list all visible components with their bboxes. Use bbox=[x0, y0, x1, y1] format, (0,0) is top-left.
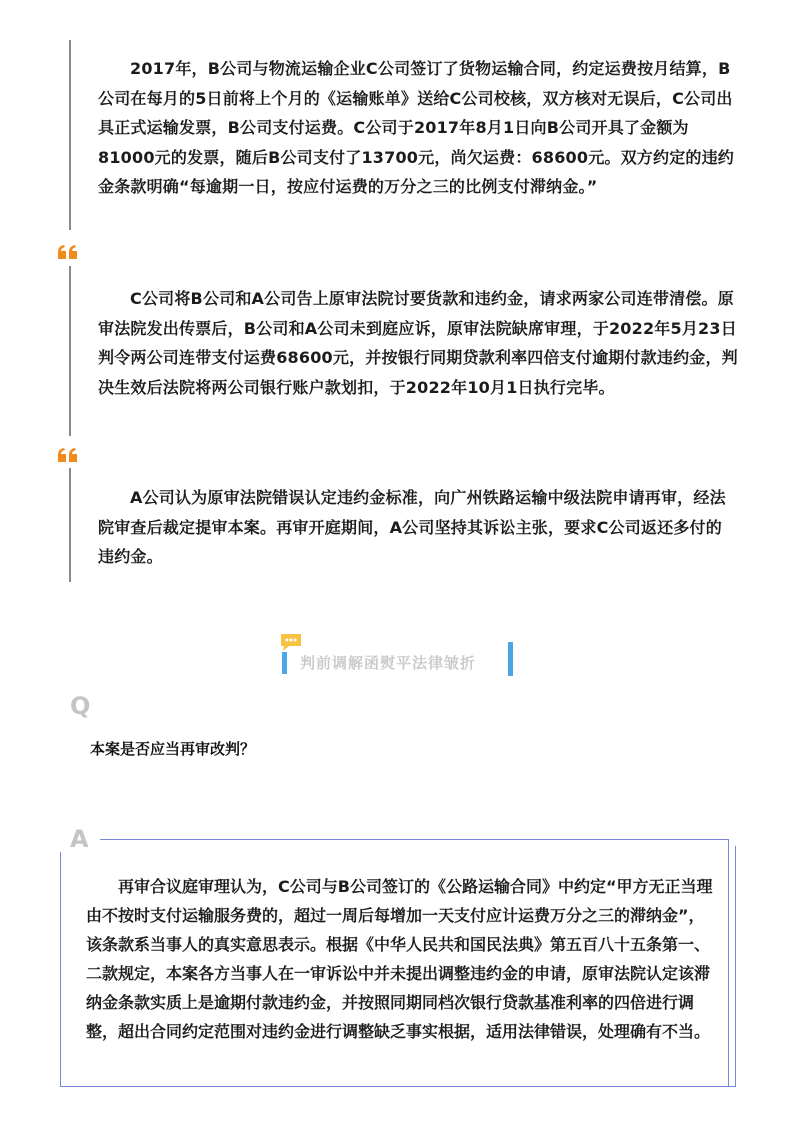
answer-box-right bbox=[728, 839, 729, 1087]
answer-box-right-shadow bbox=[735, 846, 736, 1087]
answer-box-left bbox=[60, 852, 61, 1087]
answer-text: 再审合议庭审理认为，C公司与B公司签订的《公路运输合同》中约定“甲方无正当理由不按时支付运输服务费的，超过一周后每增加一天支付应计运费万分之三的滞纳金”，该条款系当事人的真实意思表示。根据《中华人民共和国民法典》第五百八十五条第一、二款规定，本案各方当事人在一审诉讼中并未提出调整违约金的申请，原审法院认定该滞纳金条款实质上是逾期付款违约金，并按照同期同档次银行贷款基准利率的四倍进行调整，超出合同约定范围对违约金进行调整缺乏事实根据，适用法律错误，处理确有不当。 bbox=[86, 877, 713, 1041]
divider-line-1 bbox=[69, 40, 71, 230]
answer-box-top bbox=[100, 839, 728, 840]
question-text: 本案是否应当再审改判？ bbox=[90, 740, 256, 758]
case-paragraph-2: C公司将B公司和A公司告上原审法院讨要货款和违约金，请求两家公司连带清偿。原审法院发出传票后，B公司和A公司未到庭应诉，原审法院缺席审理，于2022年5月23日判令两公司连带支付运费68600元，并按银行同期贷款利率四倍支付逾期付款违约金，判决生效后法院将两公司银行账户款划扣，于2022年10月1日执行完毕。 bbox=[98, 289, 738, 397]
title-bar-right bbox=[508, 642, 513, 676]
quote-icon bbox=[58, 448, 78, 462]
answer-box-bottom bbox=[60, 1086, 736, 1087]
section-title: 判前调解函熨平法律皱折 bbox=[300, 654, 477, 672]
divider-line-2 bbox=[69, 266, 71, 436]
case-paragraph-3: A公司认为原审法院错误认定违约金标准，向广州铁路运输中级法院申请再审，经法院审查后裁定提审本案。再审开庭期间，A公司坚持其诉讼主张，要求C公司返还多付的违约金。 bbox=[98, 488, 726, 566]
q-letter: Q bbox=[70, 692, 91, 720]
divider-line-3 bbox=[69, 468, 71, 582]
quote-icon bbox=[58, 245, 78, 259]
title-bar-left bbox=[282, 652, 287, 674]
case-paragraph-1: 2017年，B公司与物流运输企业C公司签订了货物运输合同，约定运费按月结算，B公司在每月的5日前将上个月的《运输账单》送给C公司校核，双方核对无误后，C公司出具正式运输发票，B公司支付运费。C公司于2017年8月1日向B公司开具了金额为81000元的发票，随后B公司支付了13700元，尚欠运费：68600元。双方约定的违约金条款明确“每逾期一日，按应付运费的万分之三的比例支付滞纳金。” bbox=[98, 59, 734, 196]
a-letter: A bbox=[70, 825, 89, 853]
